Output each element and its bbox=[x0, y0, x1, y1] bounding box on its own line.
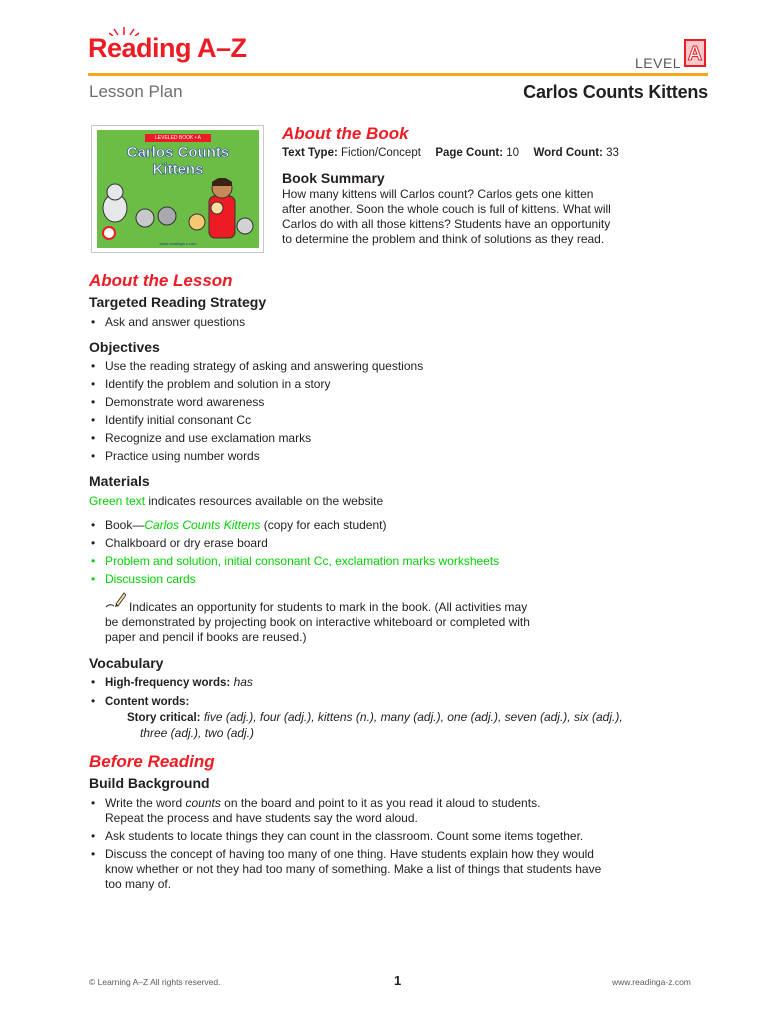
note-line: be demonstrated by projecting book on interactive whiteboard or completed with bbox=[105, 615, 530, 629]
about-book-heading: About the Book bbox=[282, 124, 409, 143]
item-text: Repeat the process and have students say the word aloud. bbox=[105, 811, 418, 825]
vocabulary-heading: Vocabulary bbox=[89, 655, 164, 671]
objectives-list bbox=[89, 359, 689, 467]
summary-line: after another. Soon the whole couch is full of kittens. What will bbox=[282, 202, 611, 216]
book-link[interactable]: Carlos Counts Kittens bbox=[144, 518, 261, 532]
cover-title bbox=[97, 144, 259, 178]
strategy-list bbox=[89, 315, 689, 333]
worksheets-link[interactable]: • Problem and solution, initial consonant Cc, exclamation marks worksheets bbox=[89, 554, 709, 569]
summary-line: to determine the problem and think of solutions as they read. bbox=[282, 232, 605, 246]
cover-banner: LEVELED BOOK • A bbox=[145, 134, 211, 142]
list-item bbox=[89, 518, 709, 533]
before-reading-heading: Before Reading bbox=[89, 752, 215, 771]
item-text: • Discuss the concept of having too many of one thing. Have students explain how they would bbox=[105, 847, 594, 861]
objectives-heading: Objectives bbox=[89, 339, 160, 355]
footer-url[interactable]: www.readinga-z.com bbox=[612, 977, 691, 987]
list-item bbox=[89, 847, 709, 892]
story-critical bbox=[127, 710, 717, 741]
level-badge bbox=[684, 39, 706, 67]
book-prefix: Book— bbox=[105, 518, 145, 532]
page-title: Carlos Counts Kittens bbox=[523, 82, 708, 102]
materials-list bbox=[89, 518, 709, 590]
page-count-value: 10 bbox=[506, 147, 520, 159]
summary-line: Carlos do with all those kittens? Students have an opportunity bbox=[282, 217, 611, 231]
list-item bbox=[89, 675, 709, 691]
strategy-heading: Targeted Reading Strategy bbox=[89, 294, 267, 310]
materials-note-text: indicates resources available on the website bbox=[145, 494, 384, 508]
list-item: • Chalkboard or dry erase board bbox=[89, 536, 709, 551]
brand-logo: Reading A–Z bbox=[88, 33, 247, 63]
book-summary-heading: Book Summary bbox=[282, 170, 385, 186]
page-count-label: Page Count: bbox=[435, 147, 504, 159]
list-item bbox=[89, 694, 709, 710]
discussion-cards-link[interactable]: • Discussion cards bbox=[89, 572, 709, 587]
list-item: • Use the reading strategy of asking and answering questions bbox=[89, 359, 689, 374]
word-count-value: 33 bbox=[606, 147, 619, 159]
text-type-value: Fiction/Concept bbox=[341, 147, 421, 159]
story-critical-words: five (adj.), four (adj.), kittens (n.), many (adj.), one (adj.), seven (adj.), six (adj.), bbox=[203, 710, 623, 724]
cover-title-line1: Carlos Counts bbox=[126, 144, 230, 161]
footer-copyright: © Learning A–Z All rights reserved. bbox=[89, 977, 221, 987]
build-background-list bbox=[89, 796, 709, 895]
list-item: • Identify initial consonant Cc bbox=[89, 413, 689, 428]
hf-label: High-frequency words: bbox=[105, 677, 231, 689]
list-item: • Ask students to locate things they can count in the classroom. Count some items together. bbox=[89, 829, 709, 844]
note-line: Indicates an opportunity for students to mark in the book. (All activities may bbox=[129, 600, 528, 614]
header-rule bbox=[88, 73, 708, 76]
list-item: • Identify the problem and solution in a story bbox=[89, 377, 689, 392]
book-cover-image bbox=[97, 130, 259, 248]
item-text: on the board and point to it as you read it aloud to students. bbox=[220, 796, 541, 810]
item-text: know whether or not they had too many of something. Make a list of things that students have bbox=[105, 862, 602, 876]
mark-in-book-note bbox=[105, 600, 705, 645]
hf-words: has bbox=[233, 675, 253, 689]
level-label: LEVEL bbox=[635, 55, 682, 71]
item-text: Write the word bbox=[105, 796, 186, 810]
book-meta bbox=[282, 147, 619, 159]
note-line: paper and pencil if books are reused.) bbox=[105, 630, 307, 644]
materials-note bbox=[89, 494, 383, 509]
story-critical-label: Story critical: bbox=[127, 712, 201, 724]
cover-url: www.readinga-z.com bbox=[159, 241, 197, 246]
list-item: • Demonstrate word awareness bbox=[89, 395, 689, 410]
book-summary bbox=[282, 187, 611, 247]
story-critical-words: three (adj.), two (adj.) bbox=[140, 726, 255, 740]
list-item: • Practice using number words bbox=[89, 449, 689, 464]
materials-heading: Materials bbox=[89, 473, 150, 489]
list-item: • Ask and answer questions bbox=[89, 315, 689, 330]
cover-illustration bbox=[97, 178, 259, 242]
doc-type: Lesson Plan bbox=[89, 82, 183, 101]
green-text-sample: Green text bbox=[89, 494, 146, 508]
build-background-heading: Build Background bbox=[89, 775, 210, 791]
cover-title-line2: Kittens bbox=[152, 161, 204, 178]
summary-line: How many kittens will Carlos count? Carlos gets one kitten bbox=[282, 187, 594, 201]
text-type-label: Text Type: bbox=[282, 147, 338, 159]
list-item bbox=[89, 796, 709, 826]
vocabulary-list bbox=[89, 675, 709, 713]
about-lesson-heading: About the Lesson bbox=[89, 271, 233, 290]
list-item: • Recognize and use exclamation marks bbox=[89, 431, 689, 446]
book-suffix: (copy for each student) bbox=[260, 518, 387, 532]
item-emphasis: counts bbox=[185, 796, 221, 810]
page-number: 1 bbox=[394, 973, 402, 988]
level-value: A bbox=[687, 43, 703, 65]
content-label: Content words: bbox=[105, 696, 190, 708]
word-count-label: Word Count: bbox=[533, 147, 603, 159]
item-text: too many of. bbox=[105, 877, 172, 891]
